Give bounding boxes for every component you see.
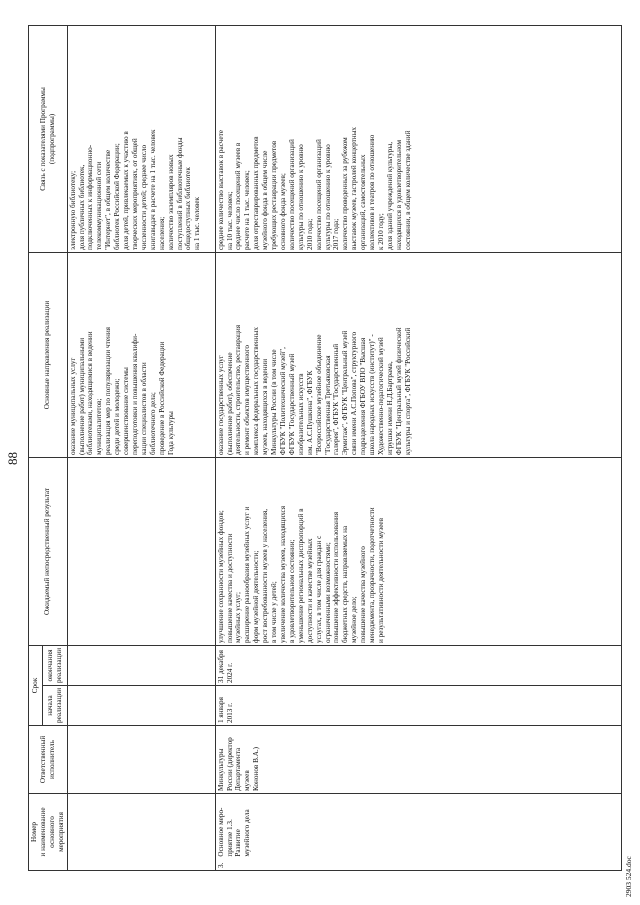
row-name-cell [215,794,621,871]
row-responsible: Минкультуры России (директор Департамента музеев Кононов В.А.) [215,726,621,794]
header-link: Связь с показателями Программы (подпрограммы) [29,25,68,252]
table-row [215,25,621,870]
row-responsible [67,726,215,794]
row-end [67,645,215,685]
row-index: 3. [216,862,225,868]
header-row-top [29,25,43,870]
row-directions: оказание муниципальных услуг (выполнение работ) муниципальными библиотеками, находящимися в ведении муниципалитетов; реализация мер по популяризации чтения среди детей и молодежи; совершенствование системы переподготовки и повышения квалифи- кации специалистов в области библиотечного дела; проведение в Российской Федерации Года культуры [67,252,215,457]
header-term: Срок [29,645,43,725]
program-events-table [28,25,622,871]
header-term-end: окончания реализации [43,645,68,685]
document-id: 2903 524.doc [624,856,633,897]
row-start: 1 января 2013 г. [215,686,621,726]
row-link: среднее количество выставок в расчете на 10 тыс. человек; среднее число посещений музеев в расчете на 1 тыс. человек; доля отреставрированных предметов музейного фонда в общем числе требующих реставрации предметов основного фонда музеев; количество посещений организаций культуры по отношению к уровню 2010 года; количество посещений организаций культуры по отношению к уровню 2017 года; количество проведенных за рубежом выставок музеев, гастролей концертных организаций, самостоятельных коллективов и театров по отношению к 2010 году; доля зданий учреждений культуры, находящихся в удовлетворительном состоянии, в общем количестве зданий [215,25,621,252]
header-directions: Основные направления реализации [29,252,68,457]
row-result [67,457,215,645]
header-term-start: начала реализации [43,686,68,726]
row-link: электронную библиотеку; доля публичных библиотек, подключенных к информационно- телекоммуникационной сети "Интернет", в общем количестве библиотек Российской Федерации; доля детей, привлекаемых к участию в творческих мероприятиях, от общей численности детей; среднее число книгавыдач в расчете на 1 тыс. человек населения; количество экземпляров новых поступлений в библиотечные фонды общедоступных библиотек на 1 тыс. человек [67,25,215,252]
row-directions: оказание государственных услуг (выполнение работ), обеспечение деятельности, строительство, реставрация и ремонт объектов имущественного комплекса федеральных государственных музеев, находящихся в ведении Минкультуры России (в том числе ФГБУК "Политехнический музей", ФГБУК "Государственный музей изобразительных искусств им. А.С.Пушкина", ФГБУК "Всероссийское музейное объединение "Государственная Третьяковская галерея", ФГБУК "Государственный Эрмитаж", ФГБУК "Центральный музей связи имени А.С.Попова", структурного подразделения ФГБОУ ВПО "Высшая школа народных искусств (институт)" - Художественно-педагогический музей игрушки имени Н.Д.Бартрама, ФГБУК "Центральный музей физической культуры и спорта", ФГБУК "Российский [215,252,621,457]
row-end: 31 декабря 2024 г. [215,645,621,685]
row-name-cell [67,794,215,871]
table-row [67,25,215,870]
header-responsible: Ответственный исполнитель [29,726,68,794]
row-name: Основное меро- приятие 1.3. Развитие музейного дела [216,807,252,857]
page-number: 88 [5,452,20,465]
row-start [67,686,215,726]
row-name-wrap [217,796,253,868]
header-number-name: Номер и наименование основного мероприятия [29,794,68,871]
row-result: улучшение сохранности музейных фондов; повышение качества и доступности музейных услуг; расширение разнообразия музейных услуг и форм музейной деятельности; рост востребованности музеев у населения, в том числе у детей; увеличение количества музеев, находящихся в удовлетворительном состоянии; уменьшение региональных диспропорций в доступности и качестве музейных услугах, в том числе для граждан с ограниченными возможностями; повышение эффективности использования бюджетных средств, направляемых на музейное дело; повышение качества музейного менеджмента, прозрачности, подотчетности и результативности деятельности музеев [215,457,621,645]
header-expected-result: Ожидаемый непосредственный результат [29,457,68,645]
